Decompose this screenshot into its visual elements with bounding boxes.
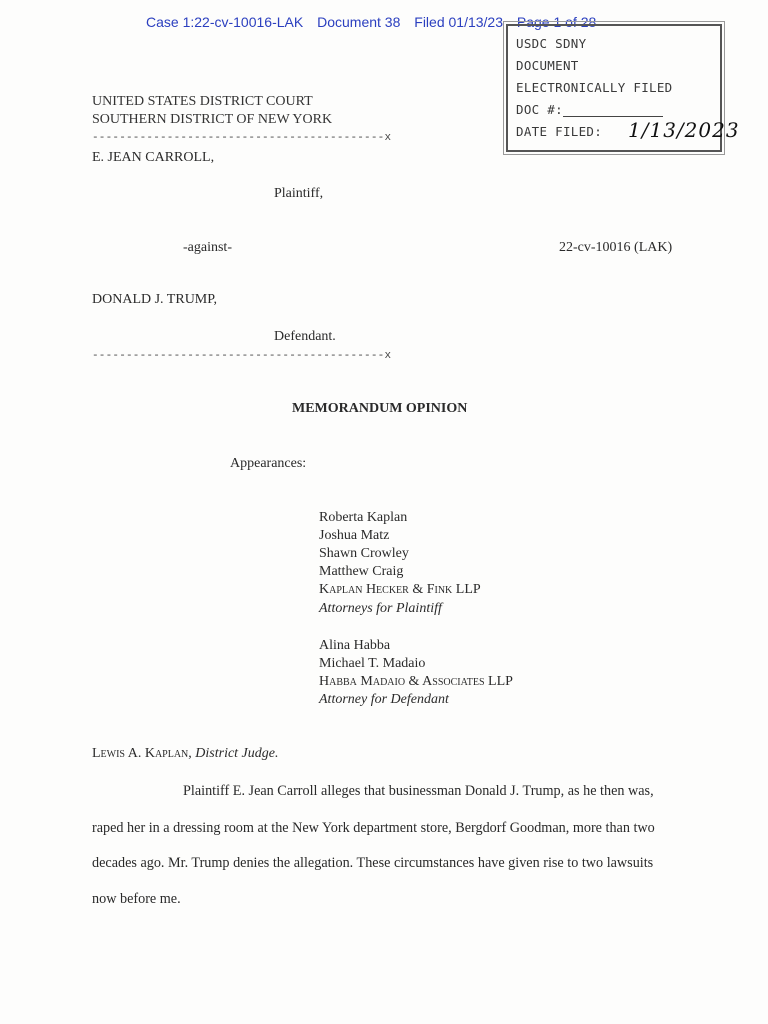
plaintiff-attorney-role: Attorneys for Plaintiff bbox=[319, 601, 442, 616]
handwritten-date: 1/13/2023 bbox=[628, 118, 740, 142]
judge-signature-line bbox=[92, 746, 279, 762]
plaintiff-name: E. JEAN CARROLL, bbox=[92, 150, 215, 165]
body-line-2: raped her in a dressing room at the New York department store, Bergdorf Goodman, more than two bbox=[92, 820, 655, 836]
ecf-case-number: Case 1:22-cv-10016-LAK bbox=[146, 14, 304, 30]
ecf-page-count: Page 1 of 28 bbox=[516, 14, 597, 30]
stamp-date-label: DATE FILED: bbox=[516, 124, 603, 139]
defendant-counsel-2: Michael T. Madaio bbox=[319, 656, 426, 671]
appearances-label: Appearances: bbox=[230, 456, 307, 471]
filing-stamp bbox=[506, 24, 740, 152]
defendant-counsel-1: Alina Habba bbox=[319, 638, 391, 653]
defendant-attorney-role: Attorney for Defendant bbox=[319, 692, 449, 707]
defendant-firm: Habba Madaio & Associates LLP bbox=[319, 674, 513, 689]
plaintiff-counsel-1: Roberta Kaplan bbox=[319, 510, 408, 525]
stamp-line-document: DOCUMENT bbox=[516, 58, 579, 73]
body-line-1: Plaintiff E. Jean Carroll alleges that businessman Donald J. Trump, as he then was, bbox=[183, 783, 654, 799]
plaintiff-counsel-3: Shawn Crowley bbox=[319, 546, 409, 561]
plaintiff-counsel-4: Matthew Craig bbox=[319, 564, 404, 579]
ecf-document-number: Document 38 bbox=[317, 14, 401, 30]
judge-name: Lewis A. Kaplan, bbox=[92, 746, 192, 761]
stamp-line-doc-number: DOC #: bbox=[516, 102, 663, 117]
body-line-3: decades ago. Mr. Trump denies the allegation. These circumstances have given rise to two lawsuits bbox=[92, 855, 654, 871]
document-title: MEMORANDUM OPINION bbox=[292, 401, 468, 416]
court-name-line2: SOUTHERN DISTRICT OF NEW YORK bbox=[92, 112, 333, 127]
plaintiff-counsel-2: Joshua Matz bbox=[319, 528, 390, 543]
stamp-line-electronically-filed: ELECTRONICALLY FILED bbox=[516, 80, 673, 95]
defendant-role: Defendant. bbox=[274, 329, 336, 344]
plaintiff-firm: Kaplan Hecker & Fink LLP bbox=[319, 582, 481, 597]
against-label: -against- bbox=[183, 240, 232, 255]
case-number: 22-cv-10016 (LAK) bbox=[559, 240, 673, 255]
ecf-filed-date: Filed 01/13/23 bbox=[414, 14, 503, 30]
plaintiff-role: Plaintiff, bbox=[274, 186, 324, 201]
defendant-name: DONALD J. TRUMP, bbox=[92, 292, 217, 307]
body-line-4: now before me. bbox=[92, 891, 181, 907]
stamp-line-usdc: USDC SDNY bbox=[516, 36, 587, 51]
judge-title: District Judge. bbox=[195, 746, 279, 761]
stamp-line-date-filed bbox=[516, 118, 740, 142]
caption-divider-top: -------------------------------------------x bbox=[92, 132, 392, 144]
court-name-line1: UNITED STATES DISTRICT COURT bbox=[92, 94, 313, 109]
caption-divider-bottom: -------------------------------------------x bbox=[92, 350, 392, 362]
